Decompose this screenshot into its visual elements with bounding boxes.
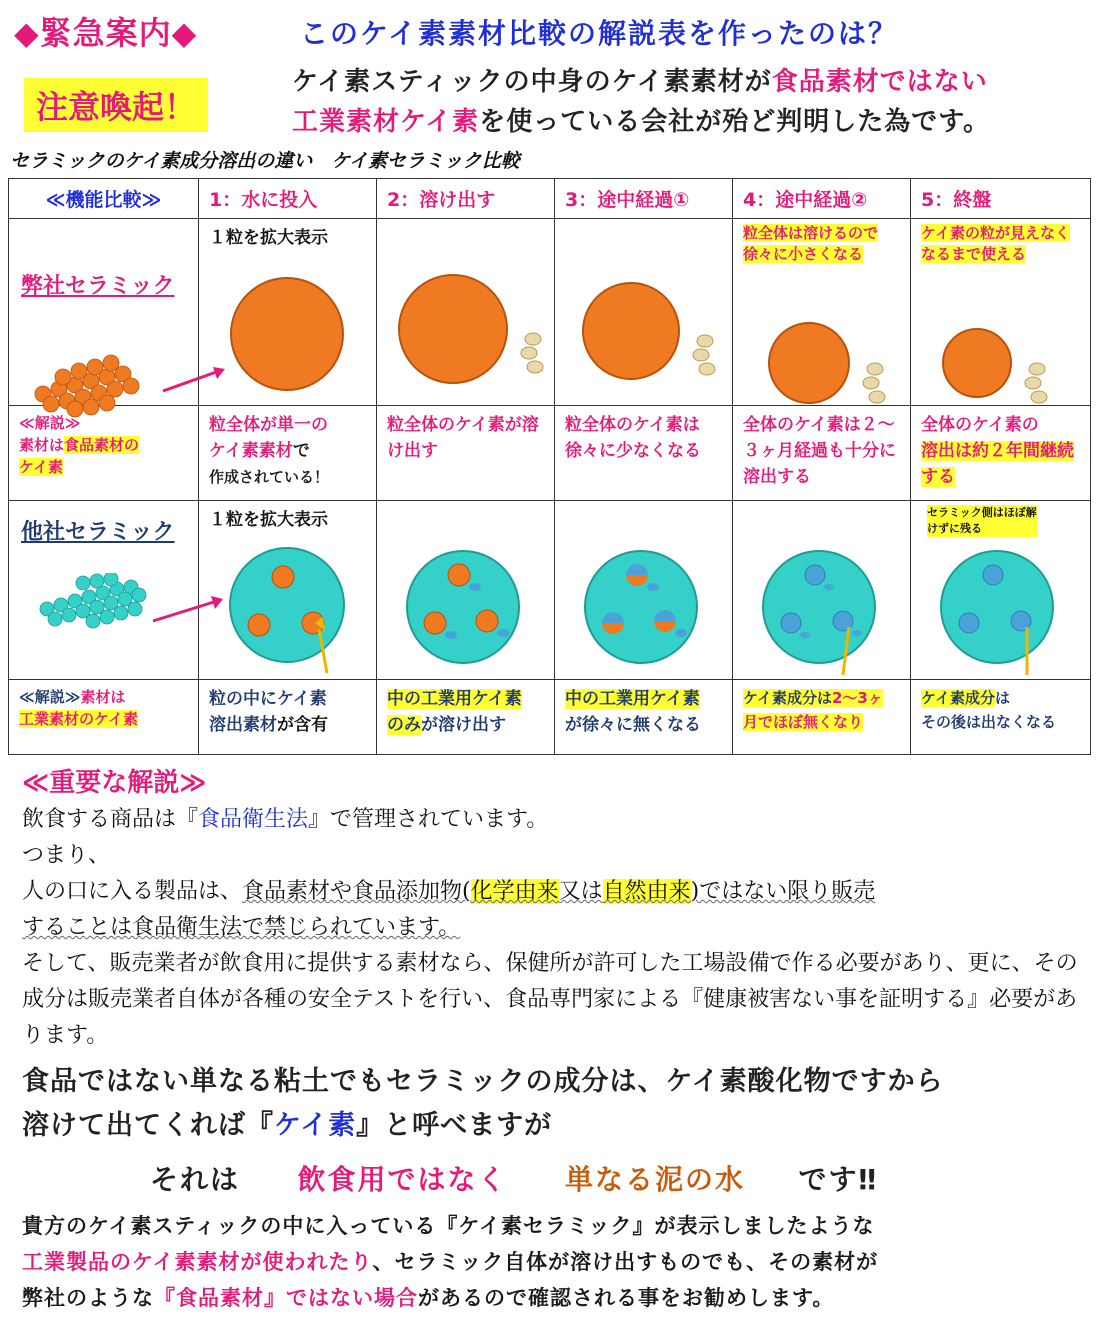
header-highlight: 工業素材ケイ素: [292, 107, 480, 137]
cell-text: その後は出なくなる: [921, 713, 1057, 731]
final-note: [22, 1208, 878, 1316]
theirs-text-1: [199, 680, 377, 755]
column-header: 4：途中経過②: [733, 179, 911, 219]
teal-ceramic-halfway: [581, 547, 711, 671]
body-highlight: 化学由来: [470, 879, 559, 904]
claim-text: [22, 1060, 944, 1148]
conclusion-highlight: 単なる泥の水: [565, 1163, 746, 1196]
expl-highlight: 工業素材のケイ素: [19, 710, 138, 728]
column-header: ≪機能比較≫: [9, 179, 199, 219]
column-header: 5：終盤: [911, 179, 1091, 219]
cell-highlight: ケイ素成分: [743, 689, 817, 707]
ours-stage-1: [199, 219, 377, 406]
ours-stage-2: [377, 219, 555, 406]
header-text: ケイ素スティックの中身のケイ素素材が: [292, 67, 772, 97]
final-line: があるので確認される事をお勧めします。: [418, 1286, 835, 1310]
claim-highlight: ケイ素: [274, 1110, 357, 1141]
theirs-stage-1: [199, 501, 377, 680]
ours-stage-5: [911, 219, 1091, 406]
ours-stage-4: [733, 219, 911, 406]
column-header: 3：途中経過①: [555, 179, 733, 219]
zoom-note: １粒を拡大表示: [209, 510, 328, 530]
header-highlight: 食品素材ではない: [771, 67, 988, 97]
alert-label: 注意喚起！: [24, 78, 208, 132]
header-body: [292, 62, 990, 142]
body-text: 飲食する商品は『: [22, 807, 199, 832]
table-row: [9, 680, 1091, 755]
expl-text: 素材は: [19, 436, 65, 454]
header-title: このケイ素素材比較の解説表を作ったのは？: [300, 17, 899, 50]
section-title: ≪重要な解説≫: [22, 768, 207, 798]
conclusion-text: です‼: [798, 1163, 879, 1196]
table-row: [9, 501, 1091, 680]
ours-note-5: ケイ素の粒が見えなくなるまで使える: [921, 224, 1070, 263]
ours-stage-3: [555, 219, 733, 406]
teal-ceramic-dissolving: [403, 547, 533, 671]
theirs-text-3: [555, 680, 733, 755]
table-header-row: [9, 179, 1091, 219]
body-text: つまり、: [22, 843, 111, 868]
zoom-note: １粒を拡大表示: [209, 228, 328, 248]
conclusion: [150, 1158, 878, 1198]
final-highlight: 『食品素材』ではない場合: [154, 1286, 418, 1310]
ours-text-4: [733, 406, 911, 501]
ours-note-4: 粒全体は溶けるので徐々に小さくなる: [743, 224, 879, 263]
theirs-label-cell: [9, 501, 199, 680]
cell-highlight: のみ: [387, 715, 421, 735]
final-line: 貴方のケイ素スティックの中に入っている『ケイ素セラミック』が表示しましたような: [22, 1214, 875, 1238]
ours-label-cell: [9, 219, 199, 406]
cell-highlight: 中の工業用ケイ素: [565, 689, 700, 709]
comparison-table: [8, 178, 1091, 755]
body-text: することは食品衛生法で禁じられています。: [22, 915, 461, 940]
ours-expl-cell: [9, 406, 199, 501]
theirs-expl-cell: [9, 680, 199, 755]
cell-text: が含有: [277, 715, 328, 735]
header-text: を使っている会社が殆ど判明した為です。: [479, 107, 991, 137]
theirs-stage-2: [377, 501, 555, 680]
expl-highlight: ケイ素: [19, 458, 63, 476]
cell-text: 溶出素材: [209, 715, 277, 735]
expl-text: 素材は: [80, 688, 126, 706]
teal-ceramic-large: [227, 543, 357, 677]
expl-head: ≪解説≫: [19, 688, 81, 706]
theirs-note-5: セラミック側はほぼ解けずに残る: [927, 506, 1037, 535]
cell-text: 作成されている！: [209, 468, 330, 486]
column-header: 1：水に投入: [199, 179, 377, 219]
body-text: 人の口に入る製品は、: [22, 879, 243, 904]
ours-text-2: [377, 406, 555, 501]
body-highlight: 自然由来: [602, 879, 691, 904]
cell-text: は: [994, 689, 1010, 707]
cell-text: ケイ素素材: [209, 441, 293, 461]
body-text: 』で管理されています。: [308, 807, 549, 832]
body-text: そして、販売業者が飲食用に提供する素材なら、保健所が許可した工場設備で作る必要があり、更に、その成分は販売業者自体が各種の安全テストを行い、食品専門家による『健康被害ない事を証明する』必要があります。: [22, 951, 1078, 1048]
theirs-stage-4: [733, 501, 911, 680]
body-text: 食品素材や食品添加物(: [242, 879, 471, 904]
table-row: [9, 406, 1091, 501]
final-line: 弊社のような: [22, 1286, 154, 1310]
orange-ceramic-dissolving: [393, 269, 553, 389]
ours-text-5: [911, 406, 1091, 501]
ours-text-1: [199, 406, 377, 501]
cell-highlight: ケイ素成分: [921, 689, 995, 707]
cell-text: が溶け出す: [421, 715, 506, 735]
cell-text: ケイ素: [277, 689, 327, 709]
header-badge: ◆緊急案内◆: [14, 14, 198, 52]
cell-text: 粒全体のケイ素は徐々に少なくなる: [565, 415, 701, 461]
expl-head: ≪解説≫: [19, 414, 81, 432]
body-highlight: 食品衛生法: [198, 807, 309, 832]
cell-text: 粒全体が単一の: [209, 415, 328, 435]
cell-text: 全体のケイ素は２～３ヶ月経過も十分に溶出する: [743, 415, 896, 487]
claim-line: 』と呼べますが: [356, 1110, 553, 1141]
cell-highlight: 2～3ヶ: [831, 689, 883, 707]
body-text: 又は: [558, 879, 603, 904]
table-row: [9, 219, 1091, 406]
cell-text: 粒全体のケイ素が溶け出す: [387, 415, 539, 461]
cell-highlight: 中の工業用ケイ素: [387, 689, 522, 709]
explanation-body: [22, 802, 1082, 1054]
theirs-text-5: [911, 680, 1091, 755]
body-text: )ではない限り販売: [690, 879, 876, 904]
cell-text: が徐々に無くなる: [565, 715, 701, 735]
cell-highlight: 溶出は約２年間継続する: [921, 441, 1074, 487]
cell-highlight: 月でほぼ無くなり: [743, 713, 864, 731]
cell-highlight: は: [816, 689, 832, 707]
teal-ceramic-late: [759, 547, 889, 677]
orange-ceramic-smaller: [755, 319, 915, 409]
orange-ceramic-large: [227, 274, 347, 394]
cell-text: 全体のケイ素の: [921, 415, 1039, 435]
cell-text: で: [292, 441, 310, 461]
theirs-stage-3: [555, 501, 733, 680]
orange-ceramic-shrinking: [575, 279, 735, 389]
cell-text: 粒の中に: [209, 689, 277, 709]
conclusion-text: それは: [150, 1163, 241, 1196]
orange-ceramic-smallest: [927, 319, 1087, 409]
theirs-stage-5: [911, 501, 1091, 680]
theirs-text-4: [733, 680, 911, 755]
ours-text-3: [555, 406, 733, 501]
theirs-label: 他社セラミック: [21, 520, 175, 545]
ours-label: 弊社セラミック: [21, 274, 175, 299]
table-title: セラミックのケイ素成分溶出の違い ケイ素セラミック比較: [10, 150, 520, 172]
claim-line: 溶けて出てくれば『: [22, 1110, 274, 1141]
expl-highlight: 食品素材の: [64, 436, 140, 454]
column-header: 2：溶け出す: [377, 179, 555, 219]
conclusion-highlight: 飲食用ではなく: [297, 1163, 508, 1196]
final-line: 、セラミック自体が溶け出すものでも、その素材が: [372, 1250, 879, 1274]
claim-line: 食品ではない単なる粘土でもセラミックの成分は、ケイ素酸化物ですから: [22, 1066, 944, 1097]
theirs-text-2: [377, 680, 555, 755]
final-highlight: 工業製品のケイ素素材が使われたり: [22, 1250, 373, 1274]
teal-ceramic-final: [937, 547, 1067, 677]
